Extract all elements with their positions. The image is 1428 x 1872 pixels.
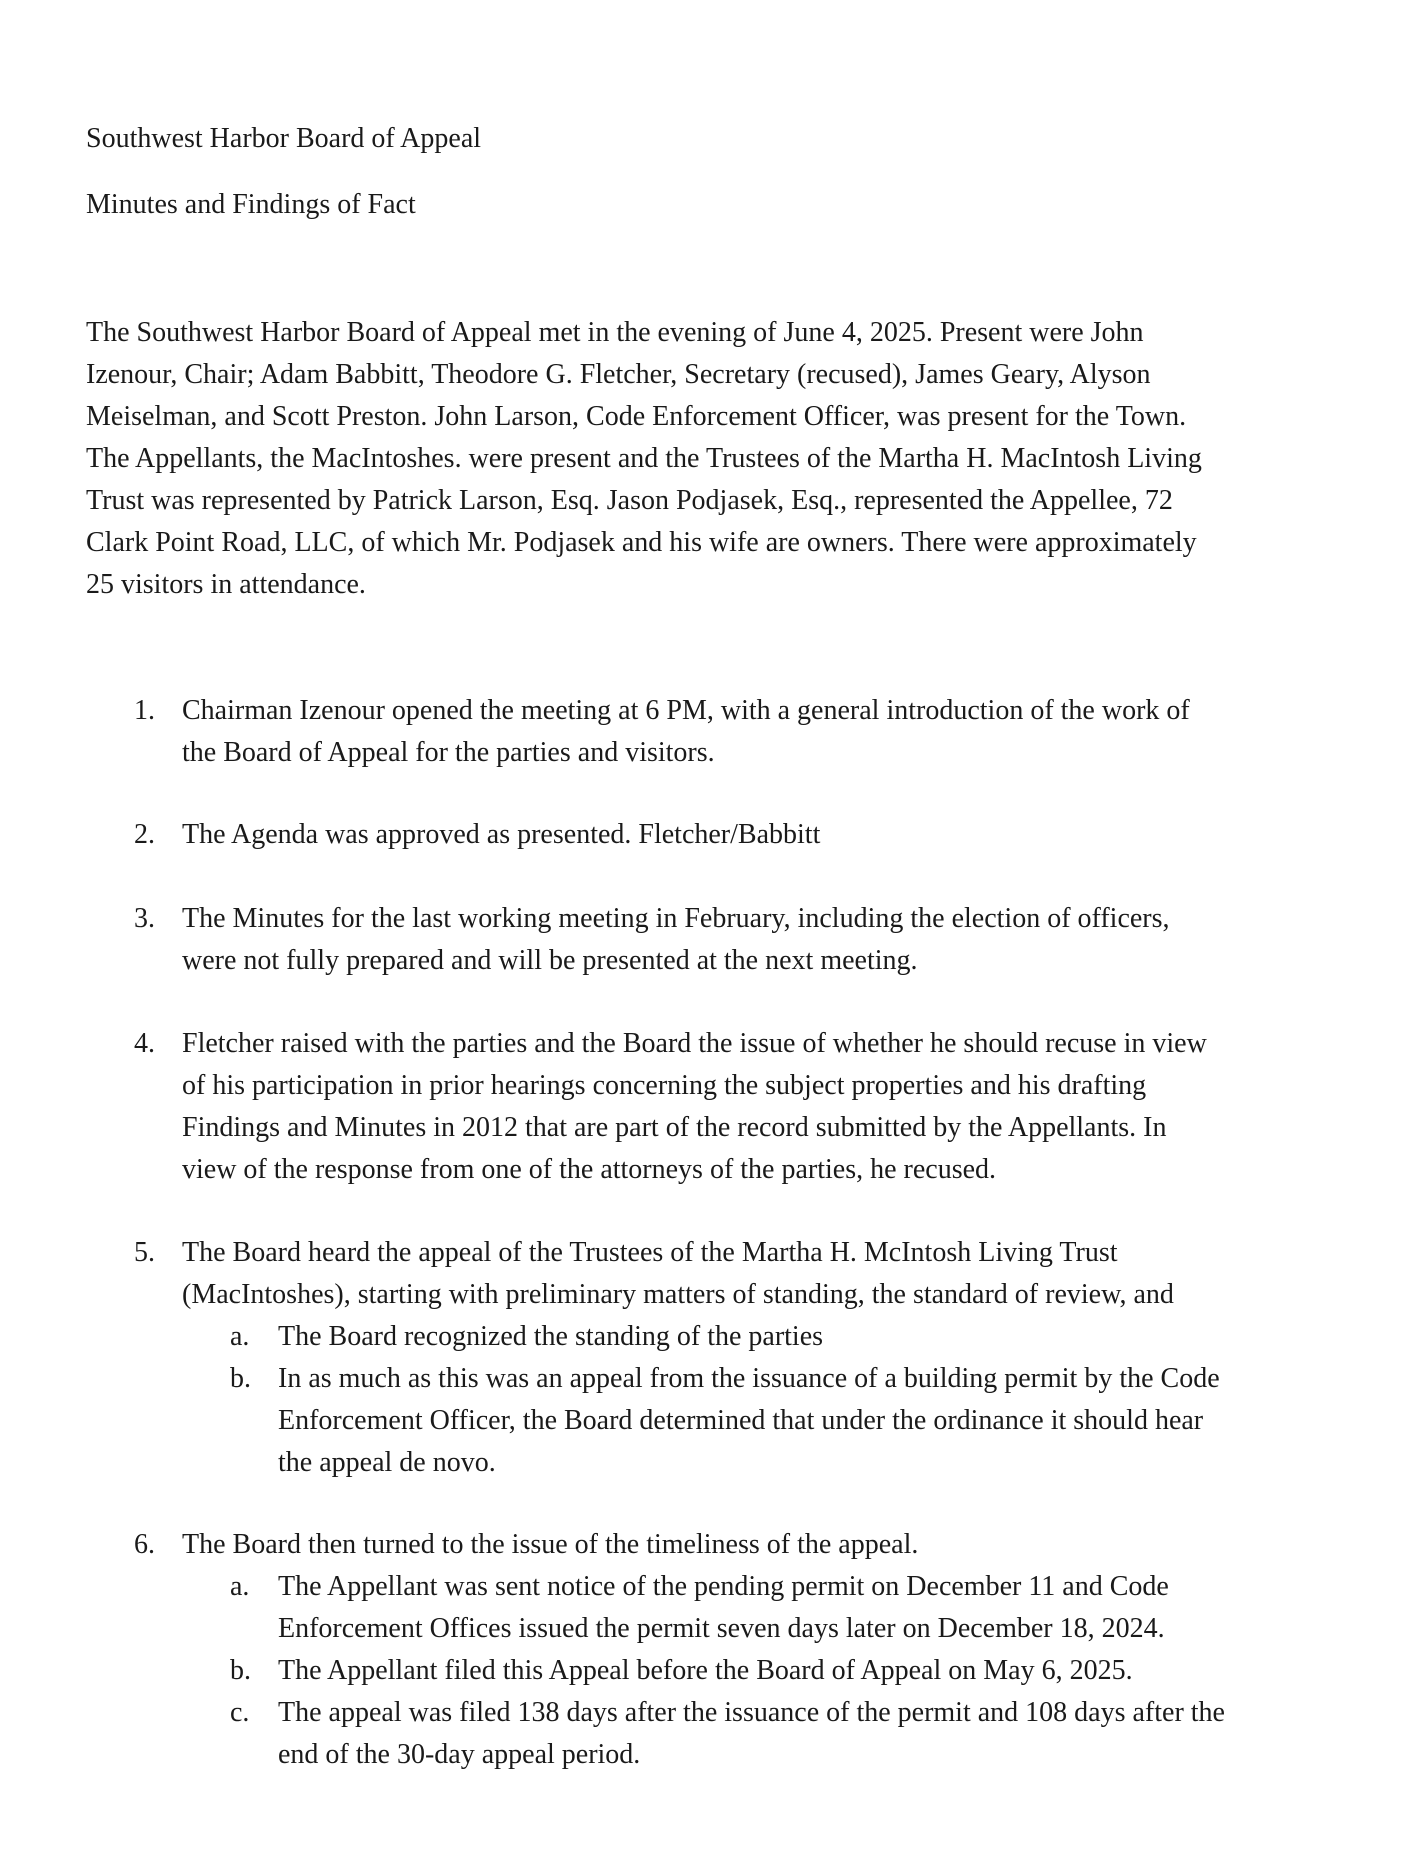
list-item-line: The Board then turned to the issue of the timeliness of the appeal. <box>182 1529 919 1560</box>
list-item-line: The Board heard the appeal of the Trustees of the Martha H. McIntosh Living Trust <box>182 1237 1118 1268</box>
intro-line: Clark Point Road, LLC, of which Mr. Podjasek and his wife are owners. There were approximately <box>86 527 1197 558</box>
sub-item-line: The Appellant was sent notice of the pending permit on December 11 and Code <box>278 1571 1169 1602</box>
sub-item-letter: a. <box>230 1571 250 1602</box>
intro-line: Izenour, Chair; Adam Babbitt, Theodore G. Fletcher, Secretary (recused), James Geary, Alyson <box>86 359 1151 390</box>
list-item-number: 3. <box>134 903 155 934</box>
sub-item-text <box>278 1358 1358 1484</box>
sub-item-line: the appeal de novo. <box>278 1447 496 1478</box>
list-item-text <box>182 690 1352 774</box>
list-item-number: 1. <box>134 695 155 726</box>
sub-item-letter: c. <box>230 1697 250 1728</box>
sub-item-letter: a. <box>230 1321 250 1352</box>
sub-item-text <box>278 1316 1358 1358</box>
sub-item-text <box>278 1566 1358 1650</box>
list-item-line: (MacIntoshes), starting with preliminary matters of standing, the standard of review, and <box>182 1279 1174 1310</box>
list-item-text <box>182 898 1352 982</box>
sub-item-line: In as much as this was an appeal from the issuance of a building permit by the Code <box>278 1363 1220 1394</box>
sub-item-letter: b. <box>230 1363 251 1394</box>
sub-item-line: Enforcement Offices issued the permit seven days later on December 18, 2024. <box>278 1613 1165 1644</box>
list-item-number: 5. <box>134 1237 155 1268</box>
intro-line: The Southwest Harbor Board of Appeal met in the evening of June 4, 2025. Present were John <box>86 317 1144 348</box>
list-item-line: view of the response from one of the attorneys of the parties, he recused. <box>182 1154 997 1185</box>
list-item-line: of his participation in prior hearings concerning the subject properties and his drafting <box>182 1070 1147 1101</box>
list-item-text <box>182 1023 1352 1191</box>
list-item-line: The Minutes for the last working meeting in February, including the election of officers, <box>182 903 1170 934</box>
list-item-line: the Board of Appeal for the parties and visitors. <box>182 737 715 768</box>
sub-item-text <box>278 1650 1358 1692</box>
sub-item-letter: b. <box>230 1655 251 1686</box>
sub-item-line: Enforcement Officer, the Board determined that under the ordinance it should hear <box>278 1405 1204 1436</box>
sub-item-line: The Appellant filed this Appeal before the Board of Appeal on May 6, 2025. <box>278 1655 1133 1686</box>
intro-paragraph <box>86 312 1346 606</box>
sub-item-line: end of the 30-day appeal period. <box>278 1739 641 1770</box>
list-item-number: 6. <box>134 1529 155 1560</box>
document-title: Southwest Harbor Board of Appeal <box>86 123 482 154</box>
intro-line: Meiselman, and Scott Preston. John Larson, Code Enforcement Officer, was present for the Town. <box>86 401 1187 432</box>
intro-line: Trust was represented by Patrick Larson, Esq. Jason Podjasek, Esq., represented the Appellee, 72 <box>86 485 1173 516</box>
list-item-line: Findings and Minutes in 2012 that are part of the record submitted by the Appellants. In <box>182 1112 1167 1143</box>
sub-item-line: The appeal was filed 138 days after the issuance of the permit and 108 days after the <box>278 1697 1225 1728</box>
intro-line: 25 visitors in attendance. <box>86 569 366 600</box>
list-item-line: were not fully prepared and will be presented at the next meeting. <box>182 945 918 976</box>
list-item-line: The Agenda was approved as presented. Fletcher/Babbitt <box>182 819 821 850</box>
sub-item-line: The Board recognized the standing of the parties <box>278 1321 824 1352</box>
list-item-text <box>182 1524 1352 1566</box>
sub-item-text <box>278 1692 1358 1776</box>
list-item-text <box>182 814 1352 856</box>
list-item-number: 4. <box>134 1028 155 1059</box>
list-item-text <box>182 1232 1352 1316</box>
intro-line: The Appellants, the MacIntoshes. were present and the Trustees of the Martha H. MacIntosh Living <box>86 443 1202 474</box>
document-subtitle: Minutes and Findings of Fact <box>86 189 416 220</box>
list-item-line: Fletcher raised with the parties and the Board the issue of whether he should recuse in view <box>182 1028 1207 1059</box>
list-item-number: 2. <box>134 819 155 850</box>
list-item-line: Chairman Izenour opened the meeting at 6 PM, with a general introduction of the work of <box>182 695 1190 726</box>
